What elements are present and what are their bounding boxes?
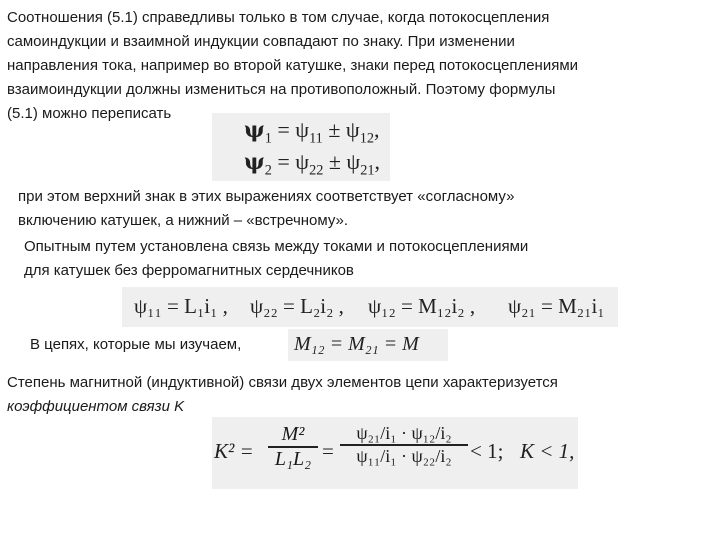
fraction-numerator: M²: [281, 423, 305, 445]
paragraph-line: (5.1) можно переписать: [7, 105, 172, 122]
paragraph-line: В цепях, которые мы изучаем,: [30, 336, 242, 353]
paragraph-line: Степень магнитной (индуктивной) связи двух элементов цепи характеризуется: [7, 374, 558, 391]
formula-mutual: M₁₂ = M₂₁ = M: [294, 333, 419, 355]
paragraph-line: направления тока, например во второй катушке, знаки перед потокосцеплениями: [7, 57, 579, 74]
formula-less-than-one: < 1;: [470, 439, 504, 463]
formula-equals: =: [322, 439, 334, 463]
formula-k-less-one: K < 1,: [520, 439, 575, 463]
fraction-flux-ratio: [340, 423, 468, 467]
paragraph-line: при этом верхний знак в этих выражениях соответствует «согласному»: [18, 188, 515, 205]
paragraph-line: включению катушек, а нижний – «встречному».: [18, 212, 349, 229]
formula-block-inductance-relations: [122, 287, 618, 327]
paragraph-line: для катушек без ферромагнитных сердечников: [24, 262, 354, 279]
formula-psi2: $\psi_2 = \psi_{22} \pm \psi_{21}$,: [244, 149, 381, 179]
formula-k-squared: K² =: [214, 439, 254, 463]
formula-psi21: ψ₂₁ = M₂₁i₁: [508, 294, 605, 318]
formula-block-coupling-coefficient: [212, 417, 578, 489]
formula-psi12: ψ₁₂ = M₁₂i₂ ,: [368, 294, 476, 318]
paragraph-line: Соотношения (5.1) справедливы только в том случае, когда потокосцепления: [7, 9, 550, 26]
formula-psi22: ψ₂₂ = L₂i₂ ,: [250, 294, 344, 318]
fraction-denominator: L₁L₂: [274, 447, 312, 470]
formula-psi11: ψ₁₁ = L₁i₁ ,: [134, 294, 228, 318]
paragraph-line: коэффициентом связи K: [7, 398, 185, 415]
paragraph-line: взаимоиндукции должны измениться на противоположный. Поэтому формулы: [7, 81, 556, 98]
fraction-denominator: ψ₁₁/i₁ · ψ₂₂/i₂: [356, 445, 452, 466]
formula-block-mutual-inductance: [288, 329, 448, 361]
formula-psi1: $\psi_1 = \psi_{11} \pm \psi_{12}$,: [244, 117, 380, 147]
fraction-numerator: ψ₂₁/i₁ · ψ₁₂/i₂: [356, 423, 452, 443]
formula-block-flux-linkage: [212, 113, 390, 181]
paragraph-line: самоиндукции и взаимной индукции совпадают по знаку. При изменении: [7, 33, 515, 50]
paragraph-line: Опытным путем установлена связь между токами и потокосцеплениями: [24, 238, 529, 255]
fraction-m-over-l: [268, 423, 318, 471]
